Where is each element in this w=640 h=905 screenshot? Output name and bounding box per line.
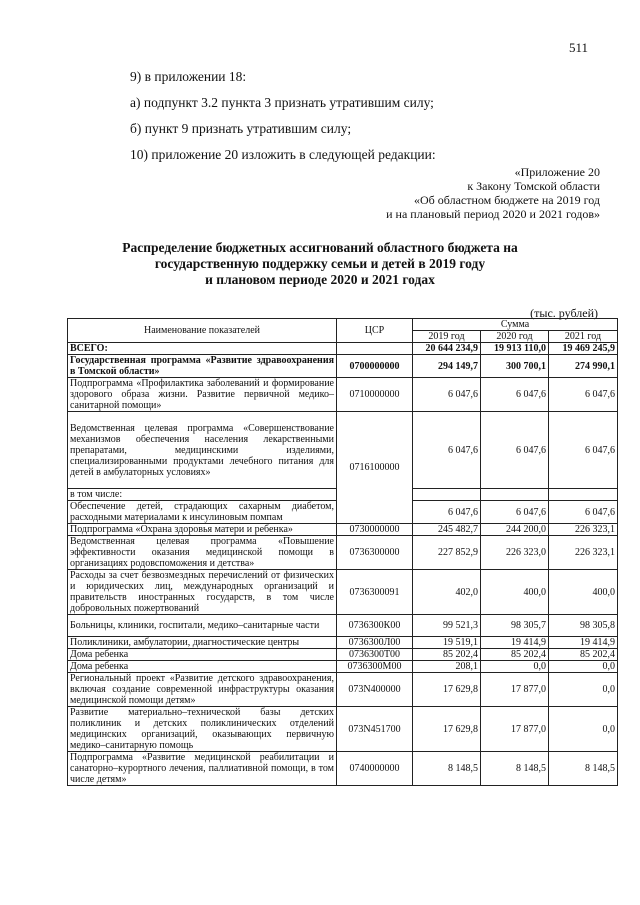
page-number: 511 [568, 40, 588, 55]
row-value: 400,0 [549, 570, 618, 615]
row-code: 0736300М00 [337, 661, 413, 673]
row-value: 19 414,9 [481, 637, 549, 649]
row-value: 244 200,0 [481, 524, 549, 536]
row-value: 294 149,7 [413, 355, 481, 378]
row-name: Обеспечение детей, страдающих сахарным диабетом, расходными материалами к инсулиновым помпам [68, 501, 337, 524]
table-row [68, 343, 618, 355]
header-year: 2020 год [481, 331, 549, 343]
budget-table [67, 318, 618, 786]
row-value: 226 323,1 [549, 524, 618, 536]
row-value: 19 519,1 [413, 637, 481, 649]
row-code: 0736300Т00 [337, 649, 413, 661]
row-value: 19 913 110,0 [481, 343, 549, 355]
row-value: 300 700,1 [481, 355, 549, 378]
row-value: 20 644 234,9 [413, 343, 481, 355]
row-value: 274 990,1 [549, 355, 618, 378]
row-code: 0736300Л00 [337, 637, 413, 649]
row-value: 226 323,1 [549, 536, 618, 570]
row-value: 226 323,0 [481, 536, 549, 570]
row-name: Подпрограмма «Охрана здоровья матери и ребенка» [68, 524, 337, 536]
row-code: 073N400000 [337, 673, 413, 707]
unit-label: (тыс. рублей) [530, 306, 598, 320]
row-name: Расходы за счет безвозмездных перечислений от физических и юридических лиц, международных организаций и правительств иностранных государств, в том числе добровольных пожертвований [68, 570, 337, 615]
row-value: 17 629,8 [413, 673, 481, 707]
row-value: 99 521,3 [413, 615, 481, 637]
table-row [68, 649, 618, 661]
row-value: 17 629,8 [413, 707, 481, 752]
row-code: 073N451700 [337, 707, 413, 752]
header-name: Наименование показателей [68, 319, 337, 343]
row-value: 6 047,6 [413, 412, 481, 489]
row-value: 85 202,4 [413, 649, 481, 661]
row-code: 0740000000 [337, 752, 413, 786]
row-name: Подпрограмма «Развитие медицинской реабилитации и санаторно–курортного лечения, паллиативной помощи, в том числе детям» [68, 752, 337, 786]
row-value: 0,0 [549, 673, 618, 707]
row-value: 0,0 [549, 707, 618, 752]
row-code: 0736300091 [337, 570, 413, 615]
table-row [68, 752, 618, 786]
row-code: 0710000000 [337, 378, 413, 412]
row-value: 98 305,8 [549, 615, 618, 637]
row-value: 402,0 [413, 570, 481, 615]
row-name: Региональный проект «Развитие детского здравоохранения, включая создание современной инфраструктуры оказания медицинской помощи детям» [68, 673, 337, 707]
title-line: и плановом периоде 2020 и 2021 годах [205, 272, 435, 287]
body-line-1: 9) в приложении 18: [130, 69, 247, 84]
row-code: 0736300К00 [337, 615, 413, 637]
table-row [68, 615, 618, 637]
row-code: 0736300000 [337, 536, 413, 570]
title-line: Распределение бюджетных ассигнований областного бюджета на [122, 240, 518, 255]
row-value: 0,0 [481, 661, 549, 673]
appendix-line: «Приложение 20 [514, 165, 600, 179]
row-value: 0,0 [549, 661, 618, 673]
row-code: 0716100000 [337, 412, 413, 524]
row-name: Больницы, клиники, госпитали, медико–санитарные части [68, 615, 337, 637]
row-name: Ведомственная целевая программа «Совершенствование механизмов обеспечения населения лекарственными препаратами, медицинскими изделиями, специализированными продуктами лечебного питания для детей в амбулаторных условиях» [68, 412, 337, 489]
table-row [68, 524, 618, 536]
row-value: 6 047,6 [549, 501, 618, 524]
appendix-reference [386, 165, 600, 221]
row-name: Государственная программа «Развитие здравоохранения в Томской области» [68, 355, 337, 378]
header-code: ЦСР [337, 319, 413, 343]
row-value: 8 148,5 [549, 752, 618, 786]
header-sum: Сумма [413, 319, 618, 331]
appendix-line: и на плановый период 2020 и 2021 годов» [386, 207, 600, 221]
row-value [481, 489, 549, 501]
document-title [70, 240, 570, 288]
table-row [68, 570, 618, 615]
row-value: 208,1 [413, 661, 481, 673]
row-name: ВСЕГО: [68, 343, 337, 355]
title-line: государственную поддержку семьи и детей в 2019 году [154, 256, 486, 271]
table-row [68, 707, 618, 752]
table-row [68, 378, 618, 412]
row-name: Дома ребенка [68, 649, 337, 661]
row-value [413, 489, 481, 501]
header-year: 2021 год [549, 331, 618, 343]
row-value: 227 852,9 [413, 536, 481, 570]
row-value: 245 482,7 [413, 524, 481, 536]
body-line-4: 10) приложение 20 изложить в следующей редакции: [130, 147, 436, 162]
table-row [68, 355, 618, 378]
table-row [68, 661, 618, 673]
header-year: 2019 год [413, 331, 481, 343]
row-value: 19 414,9 [549, 637, 618, 649]
row-code: 0700000000 [337, 355, 413, 378]
row-name: Ведомственная целевая программа «Повышение эффективности оказания медицинской помощи в организациях родовспоможения и детства» [68, 536, 337, 570]
table-row [68, 637, 618, 649]
row-name: Поликлиники, амбулатории, диагностические центры [68, 637, 337, 649]
row-code [337, 343, 413, 355]
row-value: 400,0 [481, 570, 549, 615]
row-value: 6 047,6 [481, 378, 549, 412]
row-name: Подпрограмма «Профилактика заболеваний и формирование здорового образа жизни. Развитие первичной медико–санитарной помощи» [68, 378, 337, 412]
row-value: 6 047,6 [413, 501, 481, 524]
row-value [549, 489, 618, 501]
row-value: 19 469 245,9 [549, 343, 618, 355]
row-value: 6 047,6 [481, 412, 549, 489]
body-line-2: а) подпункт 3.2 пункта 3 признать утратившим силу; [130, 95, 434, 110]
row-code: 0730000000 [337, 524, 413, 536]
appendix-line: «Об областном бюджете на 2019 год [414, 193, 600, 207]
table-row [68, 536, 618, 570]
row-value: 6 047,6 [549, 412, 618, 489]
row-value: 6 047,6 [549, 378, 618, 412]
table-row [68, 673, 618, 707]
row-value: 6 047,6 [413, 378, 481, 412]
row-name: Развитие материально–технической базы детских поликлиник и детских поликлинических отделений медицинских организаций, оказывающих первичную медико–санитарную помощь [68, 707, 337, 752]
row-value: 8 148,5 [481, 752, 549, 786]
body-line-3: б) пункт 9 признать утратившим силу; [130, 121, 352, 136]
appendix-line: к Закону Томской области [467, 179, 600, 193]
row-value: 17 877,0 [481, 707, 549, 752]
row-value: 85 202,4 [549, 649, 618, 661]
row-value: 17 877,0 [481, 673, 549, 707]
row-name: Дома ребенка [68, 661, 337, 673]
row-value: 6 047,6 [481, 501, 549, 524]
row-value: 8 148,5 [413, 752, 481, 786]
row-value: 85 202,4 [481, 649, 549, 661]
row-name: в том числе: [68, 489, 337, 501]
table-row [68, 412, 618, 489]
row-value: 98 305,7 [481, 615, 549, 637]
